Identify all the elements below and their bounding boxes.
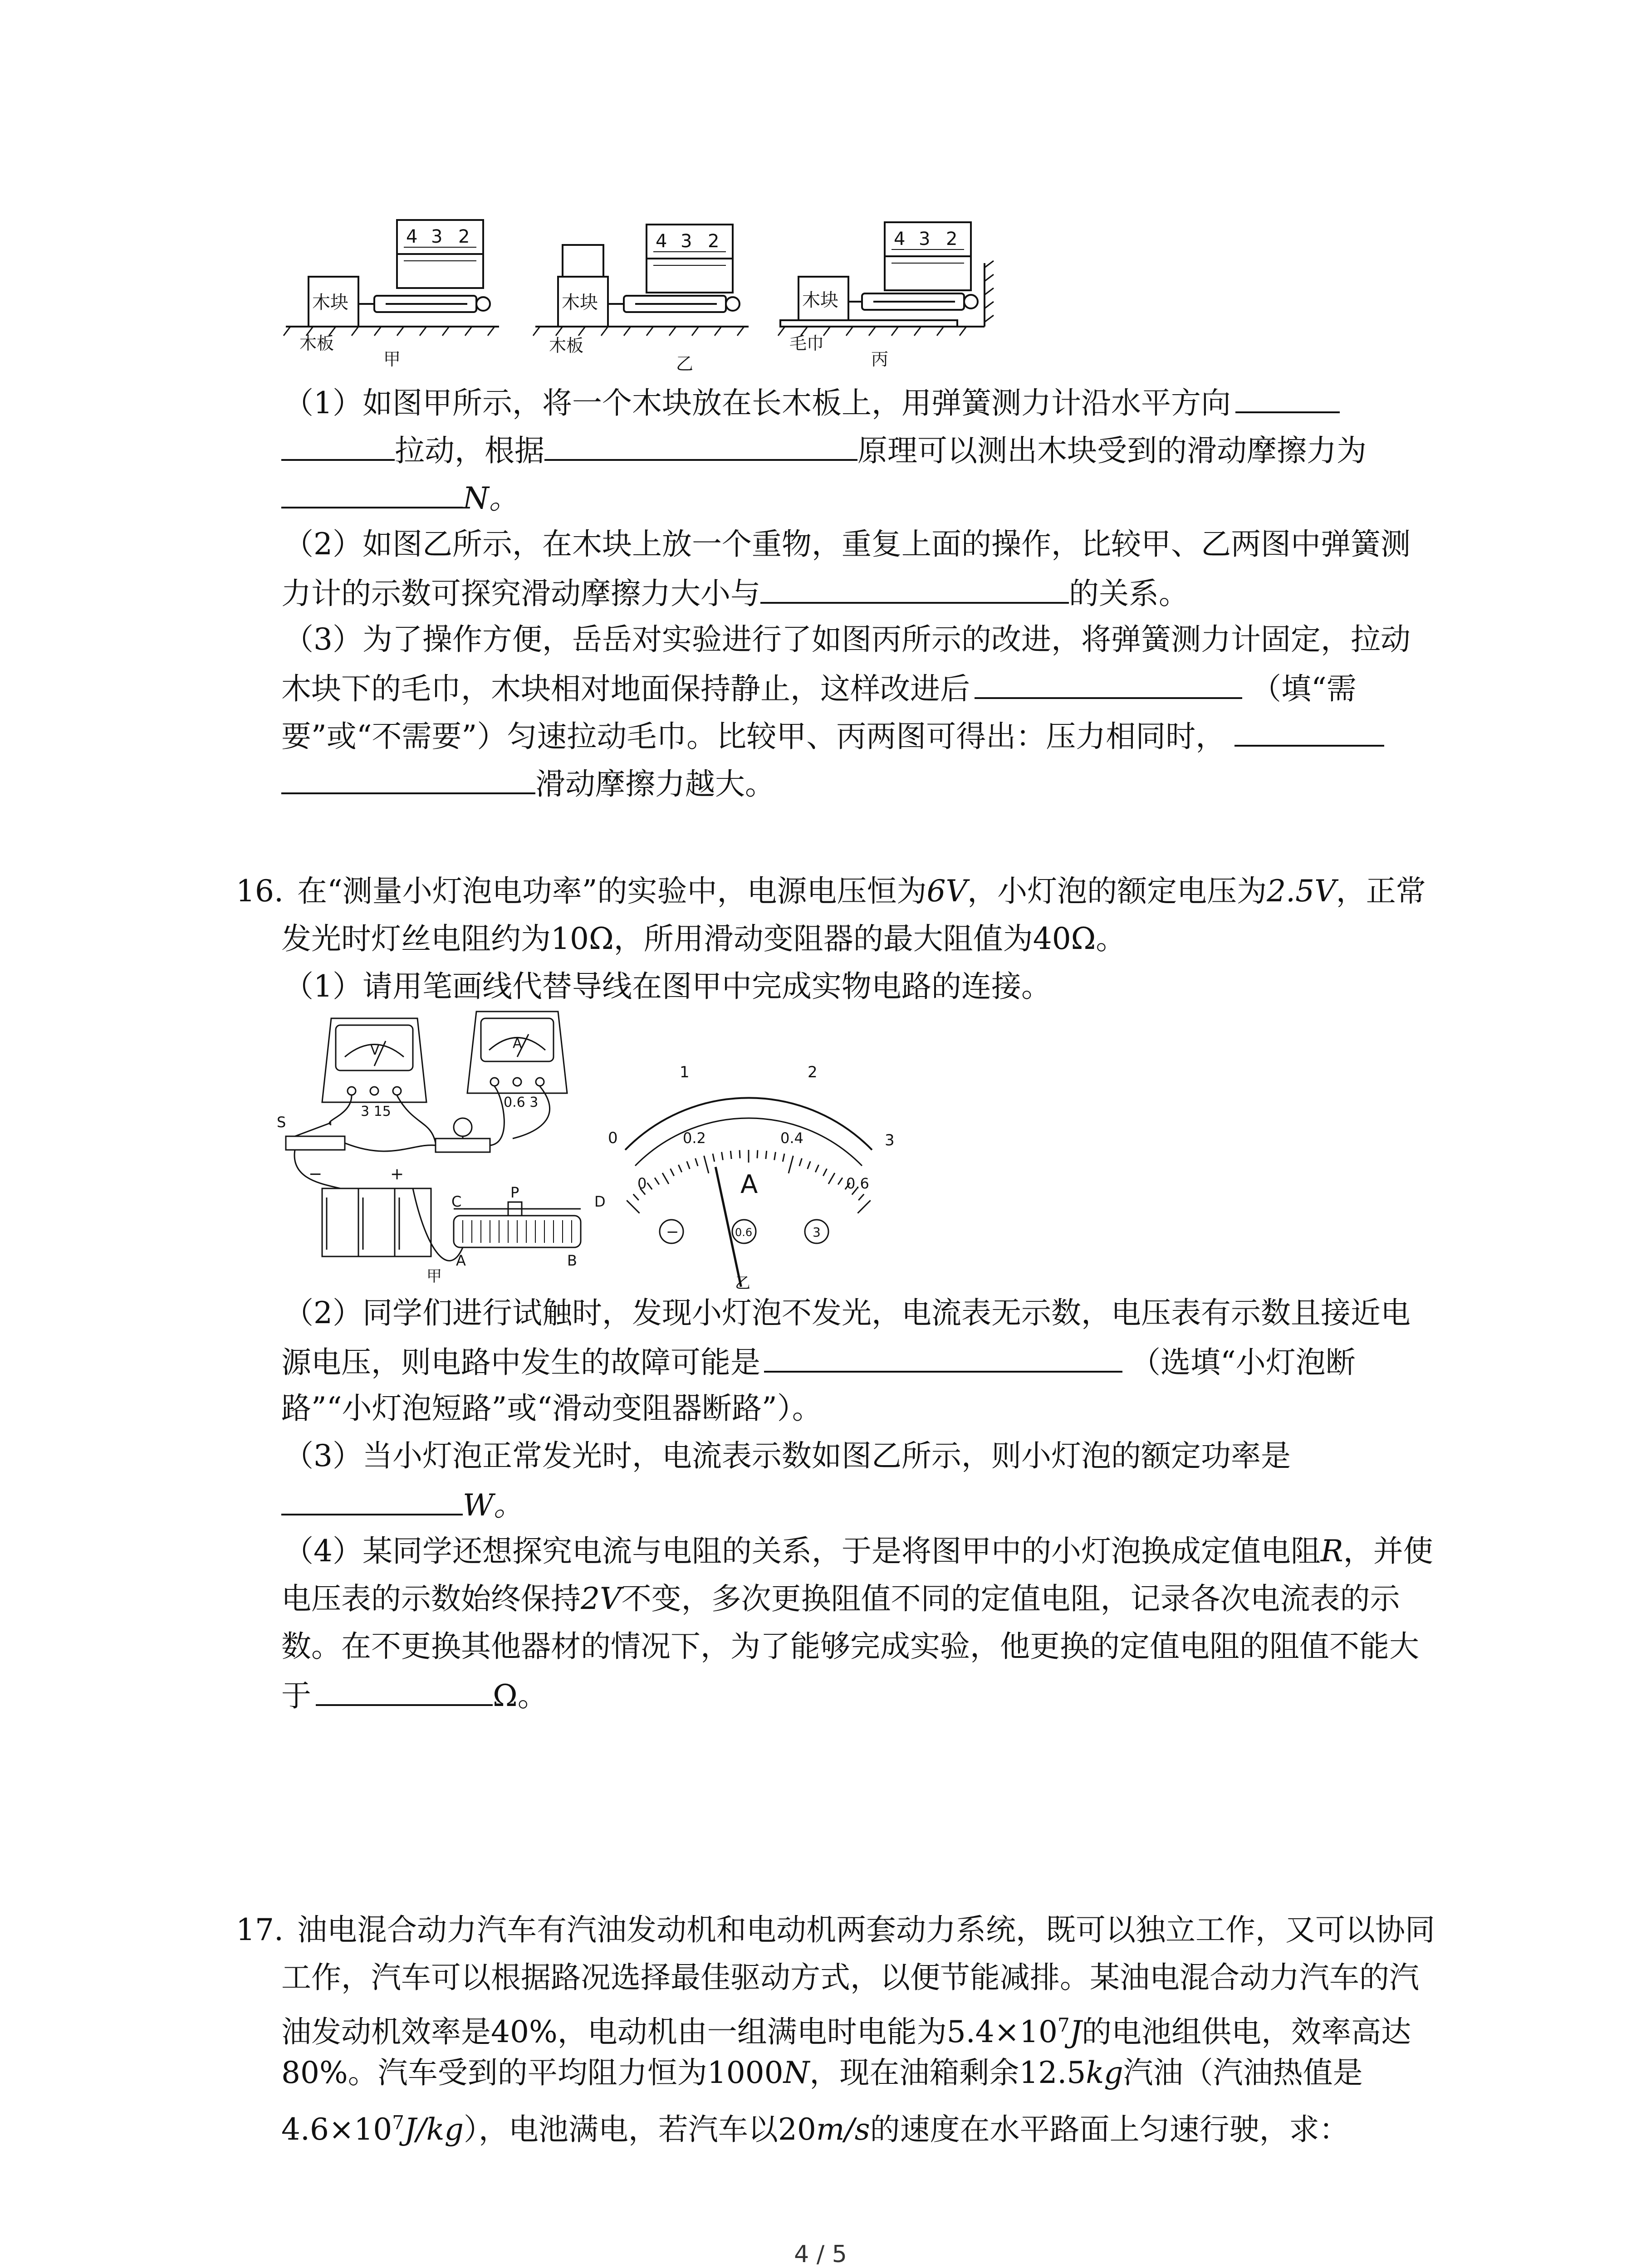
ammeter-dial-figure [599, 1052, 907, 1293]
dial-tick [633, 1194, 639, 1200]
top-tick-3: 3 [885, 1131, 895, 1149]
q16-p1: （1）请用笔画线代替导线在图甲中完成实物电路的连接。 [284, 969, 1051, 1004]
answer-blank[interactable] [544, 431, 857, 461]
q17-line2: 工作，汽车可以根据路况选择最佳驱动方式，以便节能减排。某油电混合动力汽车的汽 [281, 1960, 1419, 1995]
pin-b: B [567, 1252, 577, 1269]
top-tick-1: 1 [680, 1063, 690, 1081]
q16-p3-line1: （3）当小灯泡正常发光时，电流表示数如图乙所示，则小灯泡的额定功率是 [284, 1438, 1291, 1473]
dial-tick [655, 1178, 659, 1184]
answer-blank[interactable] [281, 479, 463, 508]
figure-label-a: 甲 [383, 349, 401, 369]
dial-tick [815, 1165, 818, 1172]
scale-3-c: 3 [919, 229, 931, 249]
q17-line3: 油发动机效率是40%，电动机由一组满电时电能为$5.4\times 10^7J$的电池组供电，效率高达 [281, 2014, 1411, 2049]
q16-p2-line2: 源电压，则电路中发生的故障可能是 （选填“小灯泡断 [281, 1343, 1356, 1381]
q15-p1-line3: N。 [281, 479, 519, 517]
answer-blank[interactable] [764, 1343, 1122, 1373]
dial-tick [670, 1168, 674, 1176]
scale-3-b: 3 [681, 231, 692, 252]
scale-2: 2 [458, 226, 470, 247]
top-tick-2: 2 [808, 1063, 818, 1081]
switch-label: S [277, 1114, 286, 1131]
dial-tick [808, 1161, 810, 1169]
top-tick-0: 0 [608, 1129, 618, 1147]
answer-blank[interactable] [760, 574, 1069, 604]
dial-tick [774, 1152, 776, 1160]
answer-blank[interactable] [281, 1486, 463, 1515]
dial-tick [857, 1200, 870, 1213]
q15-p1-line2: 拉动，根据 原理可以测出木块受到的滑动摩擦力为 [281, 431, 1367, 469]
bottom-tick-0-4: 0.4 [780, 1129, 803, 1147]
dial-tick [722, 1152, 723, 1160]
answer-blank[interactable] [1235, 383, 1340, 413]
dial-tick [799, 1158, 802, 1166]
terminal-0-6: 0.6 [735, 1226, 753, 1239]
q16-intro-line1: 16. 在“测量小灯泡电功率”的实验中，电源电压恒为6V，小灯泡的额定电压为2.5V，正常 [236, 874, 1426, 909]
pin-a: A [456, 1252, 466, 1269]
dial-tick [757, 1150, 758, 1158]
q15-p2-line1: （2）如图乙所示，在木块上放一个重物，重复上面的操作，比较甲、乙两图中弹簧测 [284, 527, 1411, 562]
terminal-minus: − [666, 1223, 679, 1241]
dial-tick [858, 1194, 864, 1200]
scale-4-b: 4 [656, 231, 667, 252]
block-label-c: 木块 [802, 290, 838, 311]
scale-4-c: 4 [894, 229, 906, 249]
answer-blank[interactable] [975, 669, 1242, 699]
figure-label-yi: 乙 [735, 1274, 750, 1292]
answer-blank[interactable] [1234, 717, 1384, 747]
bottom-tick-0-6: 0.6 [846, 1175, 869, 1192]
dial-tick [696, 1158, 698, 1166]
scale-2-b: 2 [708, 231, 720, 252]
q15-p3-line3: 要”或“不需要”）匀速拉动毛巾。比较甲、丙两图可得出：压力相同时， [281, 717, 1384, 755]
dial-tick [789, 1156, 793, 1173]
q15-p2-line2: 力计的示数可探究滑动摩擦力大小与 的关系。 [281, 574, 1189, 612]
scale-2-c: 2 [946, 229, 958, 249]
friction-experiment-figure [277, 213, 1048, 376]
q17-line1: 17. 油电混合动力汽车有汽油发动机和电动机两套动力系统，既可以独立工作，又可以协同 [236, 1912, 1435, 1947]
scale-4: 4 [406, 226, 418, 247]
answer-blank[interactable] [281, 764, 535, 794]
dial-tick [647, 1183, 652, 1190]
voltmeter-symbol: V [370, 1042, 380, 1058]
battery-plus: + [390, 1165, 404, 1183]
voltmeter-terminals: 3 15 [361, 1104, 391, 1119]
ammeter-symbol: A [513, 1036, 522, 1051]
surface-label-b: 木板 [549, 336, 584, 356]
q15-p1-line1: （1）如图甲所示，将一个木块放在长木板上，用弹簧测力计沿水平方向 [284, 383, 1340, 421]
battery-minus: − [309, 1165, 323, 1183]
bottom-tick-0-2: 0.2 [683, 1129, 706, 1147]
q16-p2-line1: （2）同学们进行试触时，发现小灯泡不发光，电流表无示数，电压表有示数且接近电 [284, 1295, 1411, 1330]
block-label-a: 木块 [312, 292, 348, 313]
scale-3: 3 [431, 226, 443, 247]
dial-tick [766, 1151, 767, 1159]
terminal-3: 3 [813, 1225, 821, 1240]
ammeter-terminals: 0.6 3 [504, 1095, 539, 1110]
pin-p: P [510, 1184, 519, 1201]
q16-p4-line4: 于 Ω。 [281, 1676, 548, 1714]
dial-tick [662, 1173, 669, 1184]
surface-label-a: 木板 [299, 333, 334, 353]
q16-p2-line3: 路”“小灯泡短路”或“滑动变阻器断路”）。 [281, 1391, 822, 1426]
q16-intro-line2: 发光时灯丝电阻约为10Ω，所用滑动变阻器的最大阻值为40Ω。 [281, 921, 1126, 956]
answer-blank[interactable] [316, 1676, 493, 1706]
dial-tick [678, 1165, 681, 1172]
figure-label-c: 丙 [871, 349, 889, 369]
q15-p3-line1: （3）为了操作方便，岳岳对实验进行了如图丙所示的改进，将弹簧测力计固定，拉动 [284, 622, 1411, 657]
dial-tick [627, 1200, 639, 1213]
surface-label-c: 毛巾 [789, 333, 824, 353]
dial-tick [838, 1178, 843, 1184]
dial-tick [713, 1154, 715, 1162]
q16-p3-line2: W。 [281, 1486, 524, 1524]
q16-p4-line3: 数。在不更换其他器材的情况下，为了能够完成实验，他更换的定值电阻的阻值不能大 [281, 1629, 1419, 1664]
dial-tick [823, 1168, 827, 1176]
figure-label-b: 乙 [676, 354, 694, 374]
q16-p4-line2: 电压表的示数始终保持2V不变，多次更换阻值不同的定值电阻，记录各次电流表的示 [281, 1581, 1400, 1616]
dial-tick [704, 1156, 709, 1173]
dial-tick [730, 1151, 731, 1159]
ammeter-unit: A [740, 1170, 758, 1199]
dial-tick [783, 1154, 784, 1162]
q17-line5: $4.6\times 10^7J/kg$），电池满电，若汽车以20m/s的速度在水平路面上匀速行驶，求： [281, 2112, 1349, 2147]
pin-d: D [594, 1193, 606, 1210]
q17-line4: 80%。汽车受到的平均阻力恒为1000N，现在油箱剩余12.5kg汽油（汽油热值是 [281, 2055, 1363, 2090]
pin-c: C [451, 1193, 462, 1210]
dial-tick [687, 1161, 690, 1169]
page-number: 4 / 5 [794, 2241, 847, 2268]
block-label-b: 木块 [562, 292, 598, 313]
dial-tick [828, 1173, 835, 1184]
q16-p4-line1: （4）某同学还想探究电流与电阻的关系，于是将图甲中的小灯泡换成定值电阻R，并使 [284, 1534, 1433, 1569]
bottom-tick-0: 0 [637, 1175, 647, 1192]
q15-p3-line4: 滑动摩擦力越大。 [281, 764, 775, 802]
answer-blank[interactable] [281, 431, 395, 461]
figure-label-jia: 甲 [426, 1267, 442, 1284]
circuit-figure [277, 1007, 622, 1284]
q15-p3-line2: 木块下的毛巾，木块相对地面保持静止，这样改进后 （填“需 [281, 669, 1357, 707]
